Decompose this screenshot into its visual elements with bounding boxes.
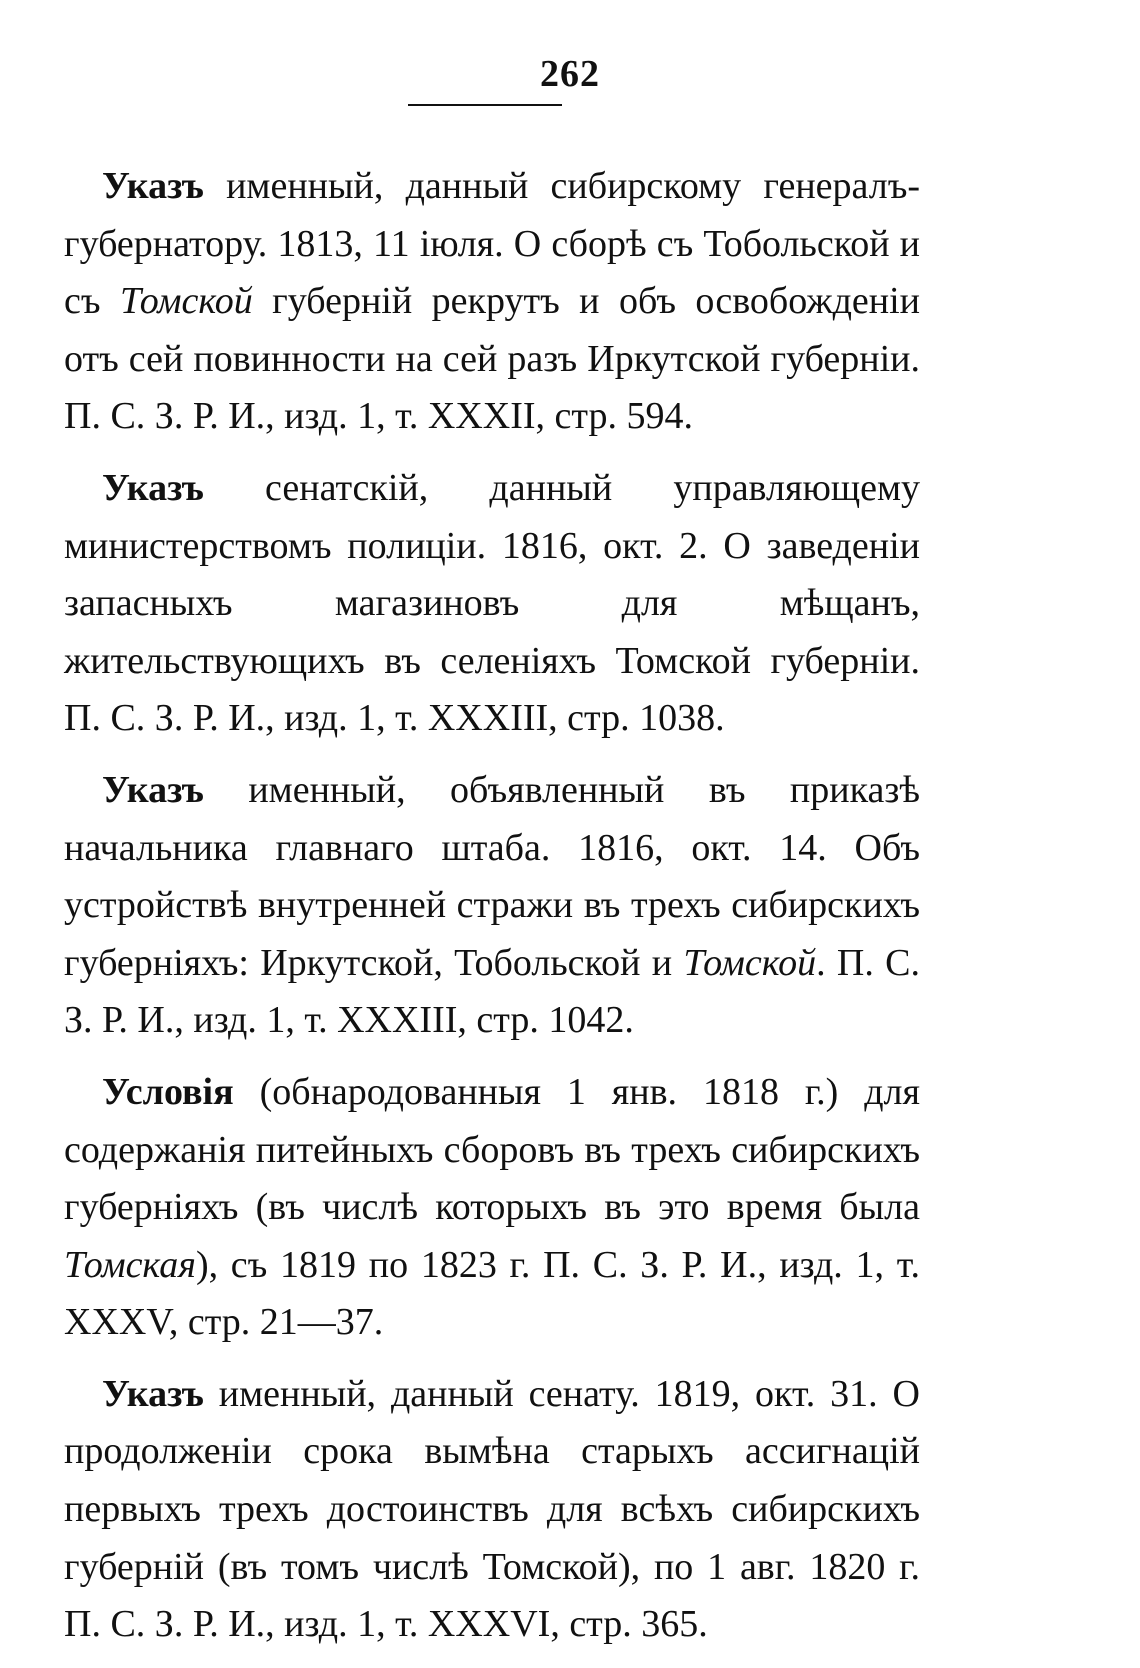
entry-italic-text: Томская xyxy=(64,1243,196,1286)
entry-lead: Указъ xyxy=(102,1372,204,1415)
entry-text: губерній рекрутъ и объ освобожденіи отъ сей повинности на сей разъ Иркутской губерніи. П. С. З. Р. И., изд. 1, т. XXXII, стр. 594. xyxy=(64,280,920,438)
entry-2 xyxy=(64,460,920,748)
entry-text: сенатскій, данный управляющему министерствомъ полиціи. 1816, окт. 2. О заведеніи запасныхъ магазиновъ для мѣщанъ, жительствующихъ въ селеніяхъ Томской губерніи. П. С. З. Р. И., изд. 1, т. XXXIII, стр. 1038. xyxy=(64,466,920,740)
entry-lead: Указъ xyxy=(102,466,204,509)
page-body xyxy=(64,158,920,1668)
entry-4 xyxy=(64,1064,920,1352)
entry-lead: Указъ xyxy=(102,165,204,207)
entry-text: (обнародованныя 1 янв. 1818 г.) для содержанія питейныхъ сборовъ въ трехъ сибирскихъ губерніяхъ (въ числѣ которыхъ въ это время была xyxy=(64,1070,920,1229)
entry-text: именный, данный сибирскому генералъ-губернатору. 1813, 11 іюля. О сборѣ съ Тобольской и съ xyxy=(64,165,920,323)
entry-text: ), съ 1819 по 1823 г. П. С. З. Р. И., изд. 1, т. XXXV, стр. 21—37. xyxy=(64,1243,920,1344)
page-number: 262 xyxy=(540,53,600,95)
entry-5 xyxy=(64,1366,920,1654)
entry-text: именный, данный сенату. 1819, окт. 31. О продолженіи срока вымѣна старыхъ ассигнацій первыхъ трехъ достоинствъ для всѣхъ сибирскихъ губерній (въ томъ числѣ Томской), по 1 авг. 1820 г. П. С. З. Р. И., изд. 1, т. XXXVI, стр. 365. xyxy=(64,1372,920,1646)
entry-italic-text: Томской xyxy=(119,280,253,323)
entry-lead: Указъ xyxy=(102,768,204,811)
header-rule xyxy=(408,104,562,106)
entry-italic-text: Томской xyxy=(683,941,817,984)
entry-text: именный, объявленный въ приказѣ начальника главнаго штаба. 1816, окт. 14. Объ устройствѣ внутренней стражи въ трехъ сибирскихъ губерніяхъ: Иркутской, Тобольской и xyxy=(64,768,920,984)
entry-lead: Условія xyxy=(102,1070,234,1113)
entry-3 xyxy=(64,762,920,1050)
entry-text: . П. С. З. Р. И., изд. 1, т. XXXIII, стр. 1042. xyxy=(64,941,920,1042)
entry-1 xyxy=(64,158,920,446)
